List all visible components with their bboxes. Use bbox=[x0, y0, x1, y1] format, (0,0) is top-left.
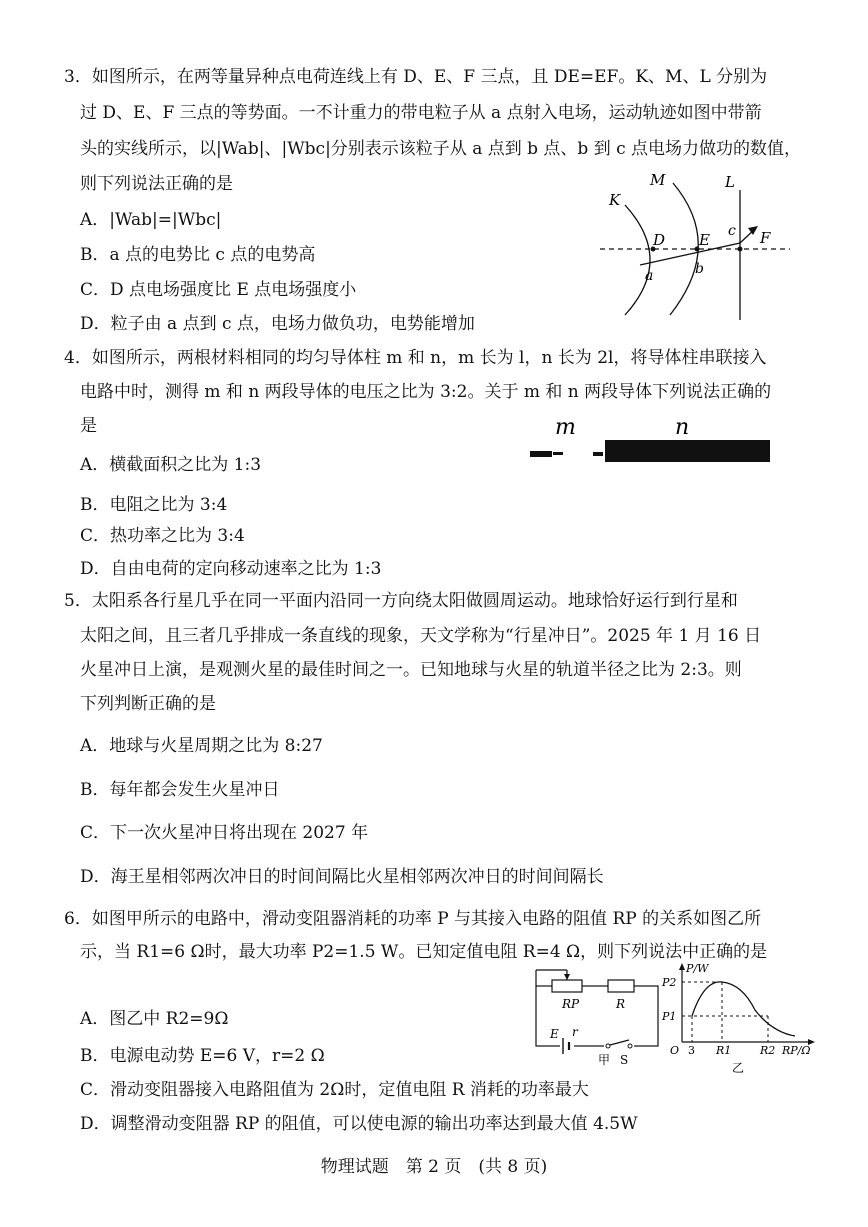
label-yi: 乙 bbox=[732, 1061, 745, 1075]
q5-option-a: A．地球与火星周期之比为 8:27 bbox=[80, 736, 323, 756]
q3-option-a: A．|Wab|=|Wbc| bbox=[80, 210, 222, 230]
q4-option-c: C．热功率之比为 3:4 bbox=[80, 526, 245, 546]
label-s: S bbox=[620, 1053, 629, 1067]
q3-line-1: 3．如图所示，在两等量异种点电荷连线上有 D、E、F 三点，且 DE=EF。K、M、L 分别为 bbox=[64, 67, 768, 87]
q5-option-d: D．海王星相邻两次冲日的时间间隔比火星相邻两次冲日的时间间隔长 bbox=[80, 867, 604, 887]
graph-p1: P1 bbox=[662, 1010, 677, 1023]
label-jia: 甲 bbox=[598, 1053, 611, 1067]
label-m: M bbox=[650, 171, 666, 189]
q6-line-1: 6．如图甲所示的电路中，滑动变阻器消耗的功率 P 与其接入电路的阻值 RP 的关系如图乙所 bbox=[64, 909, 762, 929]
q3-line-3: 头的实线所示，以|Wab|、|Wbc|分别表示该粒子从 a 点到 b 点、b 到 c 点电场力做功的数值， bbox=[80, 139, 802, 159]
q6-line-2: 示，当 R1=6 Ω时，最大功率 P2=1.5 W。已知定值电阻 R=4 Ω，则下列说法中正确的是 bbox=[80, 942, 768, 962]
q3-line-2: 过 D、E、F 三点的等势面。一不计重力的带电粒子从 a 点射入电场，运动轨迹如图中带箭 bbox=[80, 103, 762, 123]
q4-line-3: 是 bbox=[80, 416, 97, 436]
label-e: E bbox=[699, 231, 710, 249]
q4-option-b: B．电阻之比为 3:4 bbox=[80, 495, 228, 515]
graph-p2: P2 bbox=[662, 976, 677, 989]
label-rp: RP bbox=[562, 997, 580, 1011]
q5-option-b: B．每年都会发生火星冲日 bbox=[80, 780, 280, 800]
label-a: a bbox=[645, 268, 654, 284]
q5-line-3: 火星冲日上演，是观测火星的最佳时间之一。已知地球与火星的轨道半径之比为 2:3。则 bbox=[80, 660, 742, 680]
q5-line-1: 5．太阳系各行星几乎在同一平面内沿同一方向绕太阳做圆周运动。地球恰好运行到行星和 bbox=[64, 591, 738, 611]
q4-option-d: D．自由电荷的定向移动速率之比为 1:3 bbox=[80, 559, 382, 579]
label-b: b bbox=[695, 261, 704, 277]
q4-line-2: 电路中时，测得 m 和 n 两段导体的电压之比为 3:2。关于 m 和 n 两段导体下列说法正确的 bbox=[80, 382, 772, 402]
graph-tick-3: 3 bbox=[688, 1044, 695, 1057]
power-curve bbox=[692, 982, 795, 1036]
q4-line-1: 4．如图所示，两根材料相同的均匀导体柱 m 和 n，m 长为 l，n 长为 2l，将导体柱串联接入 bbox=[64, 348, 767, 368]
rod-m bbox=[530, 451, 552, 457]
page-footer: 物理试题 第 2 页 (共 8 页) bbox=[320, 1157, 548, 1177]
rheostat-rp bbox=[552, 980, 582, 992]
graph-xlabel: RP/Ω bbox=[782, 1044, 811, 1057]
q3-option-d: D．粒子由 a 点到 c 点，电场力做负功，电势能增加 bbox=[80, 314, 475, 334]
q3-option-c: C．D 点电场强度比 E 点电场强度小 bbox=[80, 280, 357, 300]
label-m-rod: m bbox=[555, 415, 576, 440]
graph-ylabel: P/W bbox=[686, 962, 709, 975]
q6-option-d: D．调整滑动变阻器 RP 的阻值，可以使电源的输出功率达到最大值 4.5W bbox=[80, 1114, 638, 1134]
label-r-circuit: R bbox=[616, 997, 626, 1011]
label-f: F bbox=[760, 229, 771, 247]
q5-line-4: 下列判断正确的是 bbox=[80, 694, 216, 714]
label-small-r: r bbox=[572, 1025, 578, 1039]
q3-line-4: 则下列说法正确的是 bbox=[80, 174, 233, 194]
q3-field-figure bbox=[595, 165, 795, 325]
q5-option-c: C．下一次火星冲日将出现在 2027 年 bbox=[80, 823, 369, 843]
q5-line-2: 太阳之间，且三者几乎排成一条直线的现象，天文学称为“行星冲日”。2025 年 1 月 16 日 bbox=[80, 626, 762, 646]
q6-option-c: C．滑动变阻器接入电路阻值为 2Ω时，定值电阻 R 消耗的功率最大 bbox=[80, 1080, 589, 1100]
graph-tick-r1: R1 bbox=[716, 1044, 732, 1057]
q6-power-graph bbox=[660, 960, 820, 1078]
q6-circuit-figure bbox=[530, 968, 665, 1068]
q6-option-b: B．电源电动势 E=6 V，r=2 Ω bbox=[80, 1046, 325, 1066]
label-k: K bbox=[609, 191, 621, 209]
q3-option-b: B．a 点的电势比 c 点的电势高 bbox=[80, 245, 316, 265]
graph-origin: O bbox=[670, 1044, 680, 1057]
q4-conductor-figure bbox=[525, 408, 775, 468]
label-d: D bbox=[653, 231, 666, 249]
resistor-r bbox=[608, 980, 634, 992]
q4-option-a: A．横截面积之比为 1:3 bbox=[80, 455, 262, 475]
label-c: c bbox=[728, 223, 736, 239]
rod-n bbox=[605, 440, 770, 462]
label-n-rod: n bbox=[675, 415, 690, 440]
graph-tick-r2: R2 bbox=[760, 1044, 776, 1057]
label-e: E bbox=[550, 1027, 559, 1041]
label-l: L bbox=[725, 173, 735, 191]
q6-option-a: A．图乙中 R2=9Ω bbox=[80, 1009, 229, 1029]
